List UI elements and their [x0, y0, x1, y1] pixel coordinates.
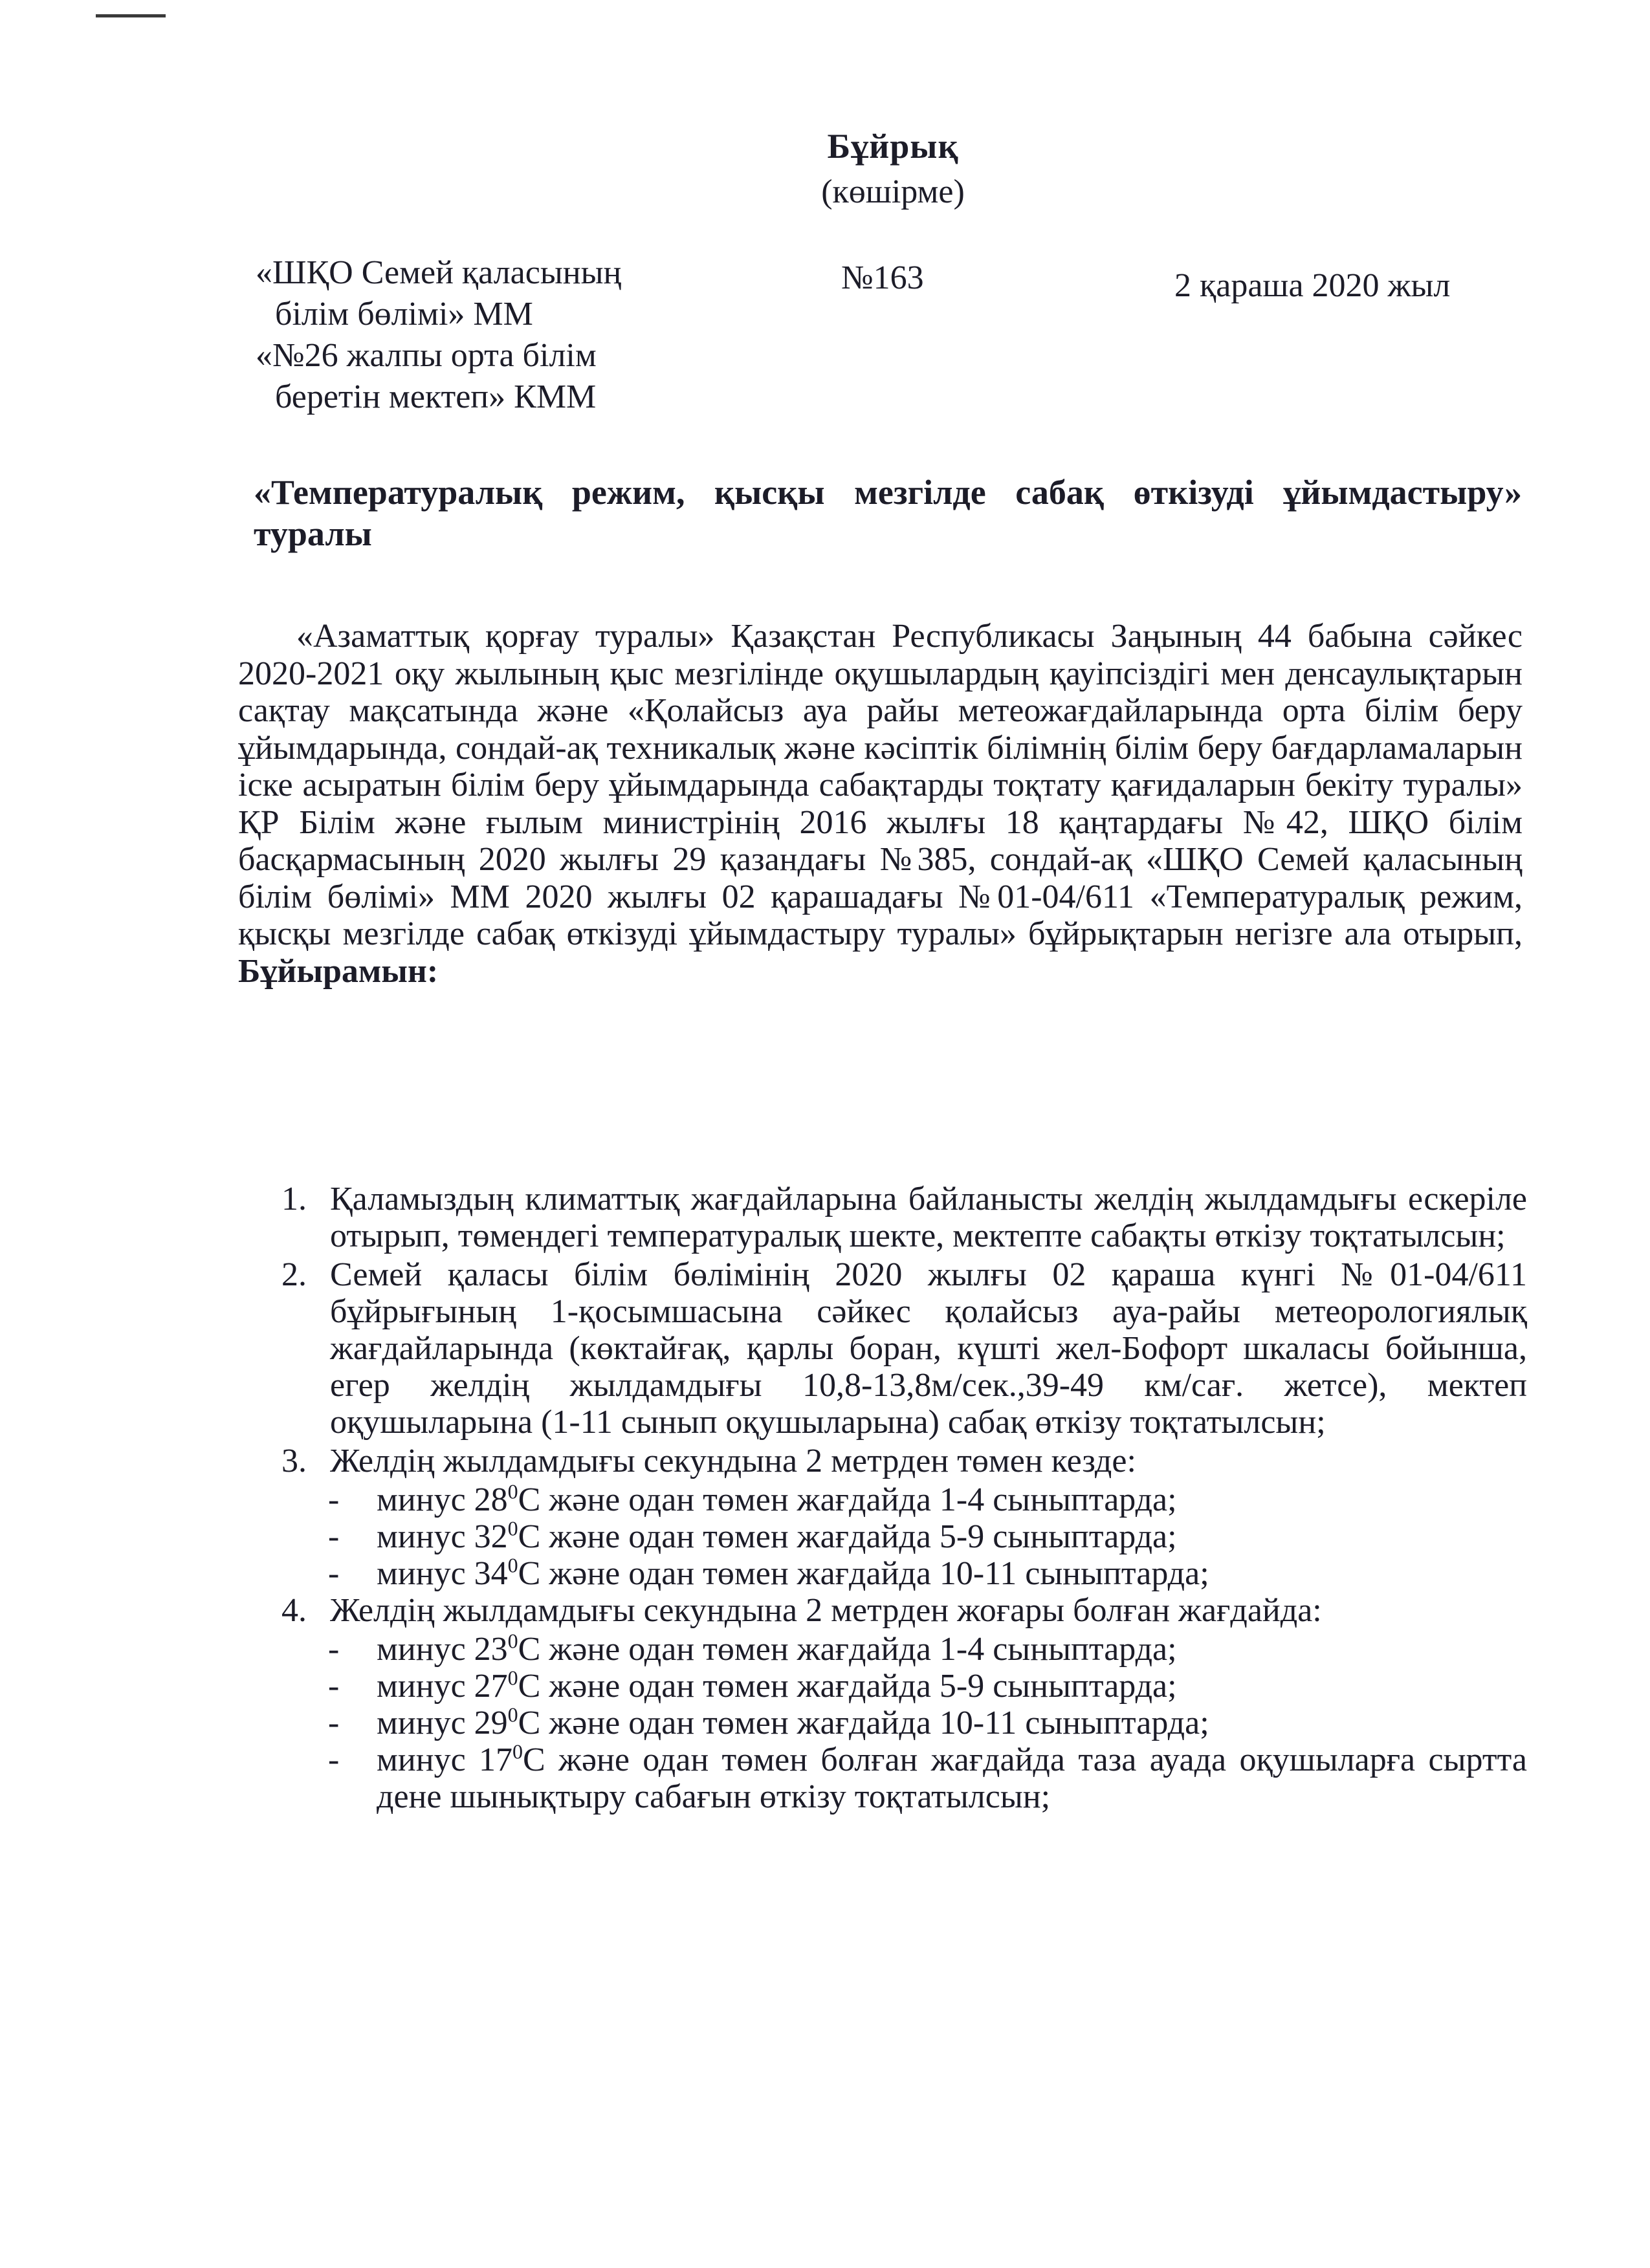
- temperature-value: минус 32: [377, 1518, 508, 1555]
- dash-bullet: -: [328, 1631, 340, 1668]
- sub-list-item: [281, 1668, 1527, 1705]
- condition-text: С және одан төмен жағдайда 5-9 сыныптарда;: [518, 1668, 1177, 1705]
- order-heading-end: туралы: [254, 514, 372, 553]
- sub-list-item-text: [377, 1518, 1527, 1555]
- degree-superscript: 0: [507, 1703, 518, 1727]
- sub-list-item-text: [377, 1668, 1527, 1705]
- list-item-text: Желдің жылдамдығы секундына 2 метрден төмен кезде:: [330, 1443, 1136, 1479]
- list-item-text: Семей қаласы білім бөлімінің 2020 жылғы 02 қараша күнгі №01-04/611 бұйрығының 1-қосымшасына сәйкес қолайсыз ауа-райы метеорологиялық жағдайларында (көктайғақ, қарлы боран, күшті жел-Бофорт шкаласы бойынша, егер желдің жылдамдығы 10,8-13,8м/сек.,39-49 км/сағ. жетсе), мектеп оқушыларына (1-11 сынып оқушыларына) сабақ өткізу тоқтатылсын;: [330, 1256, 1527, 1441]
- sub-list-item: [281, 1481, 1527, 1518]
- degree-superscript: 0: [507, 1666, 518, 1690]
- preamble-paragraph: [238, 618, 1523, 990]
- degree-superscript: 0: [507, 1629, 518, 1653]
- condition-text: С және одан төмен жағдайда 10-11 сыныптарда;: [518, 1555, 1209, 1592]
- degree-superscript: 0: [512, 1739, 523, 1763]
- list-item-number: 2.: [281, 1256, 307, 1293]
- list-item: [281, 1443, 1527, 1479]
- sub-list-item-text: [377, 1631, 1527, 1668]
- condition-text: С және одан төмен жағдайда 1-4 сыныптарда;: [518, 1631, 1177, 1668]
- degree-superscript: 0: [507, 1553, 518, 1577]
- list-item: [281, 1592, 1527, 1629]
- sub-list-item-text: [377, 1741, 1527, 1815]
- dash-bullet: -: [328, 1518, 340, 1555]
- list-item-number: 4.: [281, 1592, 307, 1629]
- condition-text: С және одан төмен жағдайда 10-11 сыныптарда;: [518, 1705, 1209, 1741]
- dash-bullet: -: [328, 1481, 340, 1518]
- preamble-text: [238, 618, 1523, 990]
- organization-block: [256, 252, 621, 418]
- order-date: 2 қараша 2020 жыл: [1174, 267, 1451, 304]
- organization-line: «ШҚО Семей қаласының: [256, 254, 622, 291]
- sub-list-item-text: [377, 1705, 1527, 1741]
- dash-bullet: -: [328, 1705, 340, 1741]
- dash-bullet: -: [328, 1555, 340, 1592]
- document-title: Бұйрық: [827, 127, 959, 166]
- sub-list-item: [281, 1555, 1527, 1592]
- temperature-value: минус 23: [377, 1631, 508, 1668]
- sub-list-item: [281, 1518, 1527, 1555]
- order-heading: «Температуралық режим, қысқы мезгілде сабақ өткізуді ұйымдастыру»: [254, 473, 1522, 512]
- list-item-text: Қаламыздың климаттық жағдайларына байланысты желдің жылдамдығы ескеріле отырып, төмендегі температуралық шекте, мектепте сабақты өткізу тоқтатылсын;: [330, 1181, 1527, 1254]
- sub-list-item-text: [377, 1555, 1527, 1592]
- sub-list-item-text: [377, 1481, 1527, 1518]
- list-item: [281, 1256, 1527, 1441]
- dash-bullet: -: [328, 1741, 340, 1778]
- order-number: №163: [841, 259, 924, 296]
- degree-superscript: 0: [507, 1516, 518, 1540]
- list-item-number: 3.: [281, 1443, 307, 1479]
- preamble-body: «Азаматтық қорғау туралы» Қазақстан Республикасы Заңының 44 бабына сәйкес 2020-2021 оқу жылының қыс мезгілінде оқушылардың қауіпсіздігі мен денсаулықтарын сақтау мақсатында және «Қолайсыз ауа райы метеожағдайларында орта білім беру ұйымдарында, сондай-ақ техникалық және кәсіптік білімнің білім беру бағдарламаларын іске асыратын білім беру ұйымдарында сабақтарды тоқтату қағидаларын бекіту туралы» ҚР Білім және ғылым министрінің 2016 жылғы 18 қаңтардағы №42, ШҚО білім басқармасының 2020 жылғы 29 қазандағы №385, сондай-ақ «ШҚО Семей қаласының білім бөлімі» ММ 2020 жылғы 02 қарашадағы №01-04/611 «Температуралық режим, қысқы мезгілде сабақ өткізуді ұйымдастыру туралы» бұйрықтарын негізге ала отырып,: [238, 618, 1523, 952]
- temperature-value: минус 29: [377, 1705, 508, 1741]
- order-items-list: [281, 1181, 1527, 1815]
- condition-text: С және одан төмен жағдайда 1-4 сыныптарда;: [518, 1481, 1177, 1518]
- sub-list-item: [281, 1631, 1527, 1668]
- degree-superscript: 0: [507, 1479, 518, 1503]
- temperature-value: минус 27: [377, 1668, 508, 1705]
- list-item: [281, 1181, 1527, 1254]
- document-subtitle: (көшірме): [821, 173, 965, 210]
- condition-text: С және одан төмен болған жағдайда таза ауада оқушыларға сыртта дене шынықтыру сабағын өткізу тоқтатылсын;: [377, 1741, 1527, 1815]
- temperature-value: минус 28: [377, 1481, 508, 1518]
- organization-line: беретін мектеп» КММ: [275, 378, 597, 415]
- list-item-number: 1.: [281, 1181, 307, 1217]
- condition-text: С және одан төмен жағдайда 5-9 сыныптарда;: [518, 1518, 1177, 1555]
- list-item-text: Желдің жылдамдығы секундына 2 метрден жоғары болған жағдайда:: [330, 1592, 1322, 1629]
- sub-list-item: [281, 1705, 1527, 1741]
- temperature-value: минус 34: [377, 1555, 508, 1592]
- dash-bullet: -: [328, 1668, 340, 1705]
- order-word: Бұйырамын:: [238, 952, 439, 990]
- organization-line: білім бөлімі» ММ: [275, 296, 533, 333]
- temperature-value: минус 17: [377, 1741, 512, 1778]
- sub-list-item: [281, 1741, 1527, 1815]
- organization-line: «№26 жалпы орта білім: [256, 337, 597, 374]
